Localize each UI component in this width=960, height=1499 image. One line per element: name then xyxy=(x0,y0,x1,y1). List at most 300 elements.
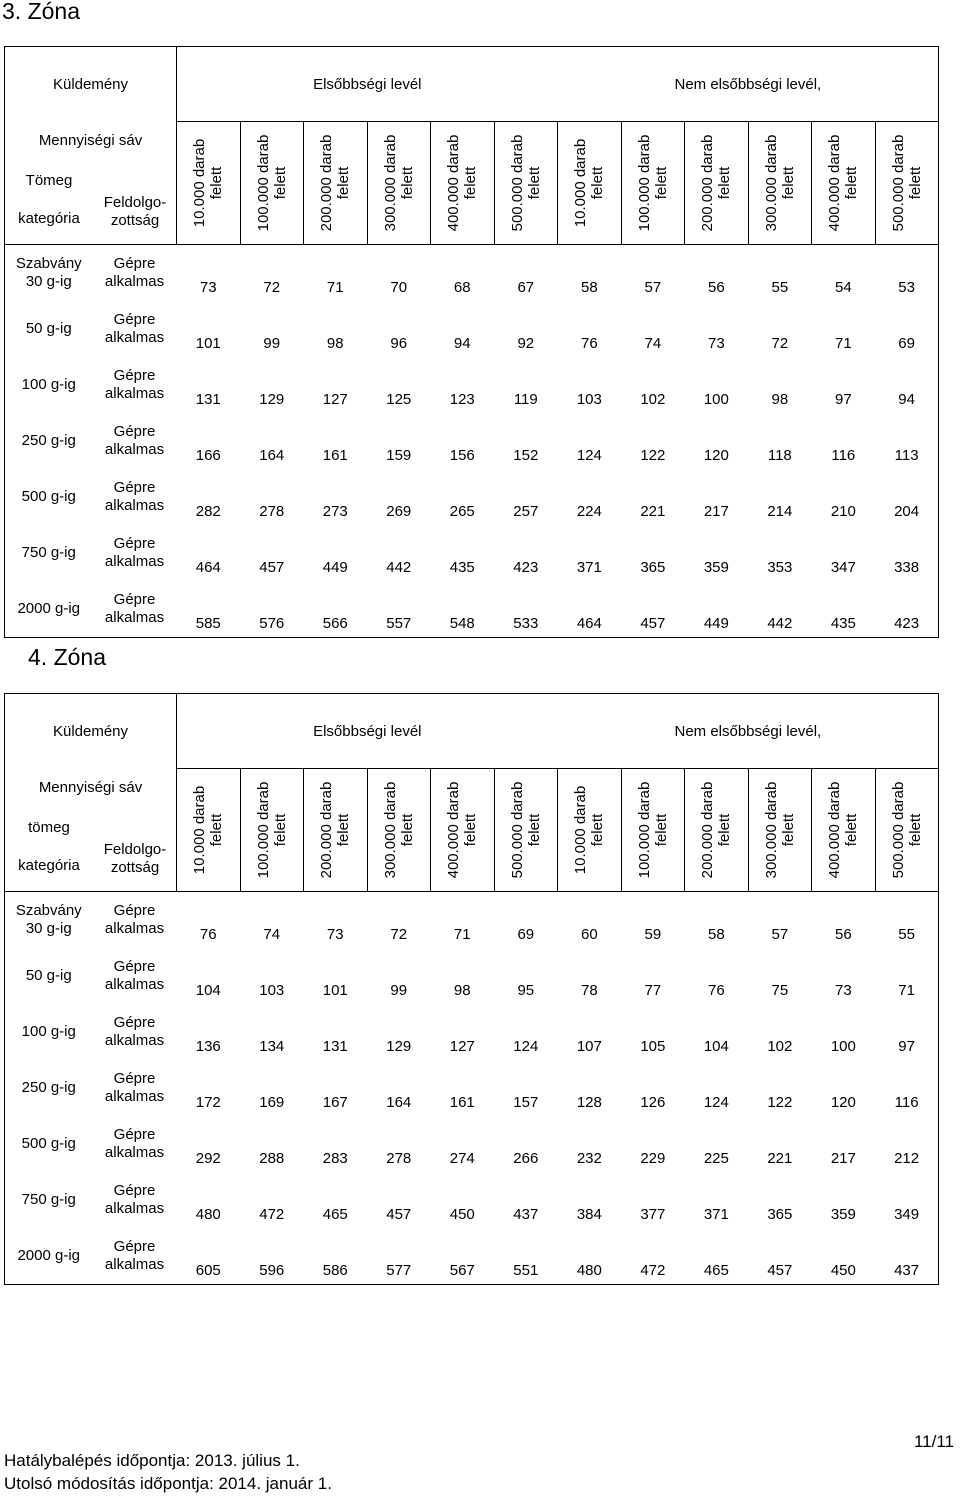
volume-suffix: felett xyxy=(398,813,416,847)
weight-text: 750 g-ig xyxy=(21,1191,76,1208)
table-row xyxy=(5,1060,939,1116)
price-cell: 359 xyxy=(830,1206,856,1223)
price-cell: 76 xyxy=(707,982,725,999)
processability-cell xyxy=(93,892,177,949)
processability-cell xyxy=(93,245,177,302)
price-cell: 605 xyxy=(177,1228,241,1285)
weight-text: 50 g-ig xyxy=(25,967,72,984)
weight-cell xyxy=(5,1172,93,1228)
price-cell: 71 xyxy=(453,926,471,943)
price-cell: 72 xyxy=(390,926,408,943)
price-cell: 338 xyxy=(875,525,939,581)
price-cell: 102 xyxy=(767,1038,793,1055)
volume-suffix: felett xyxy=(779,166,797,200)
price-cell: 97 xyxy=(875,1004,939,1060)
price-cell: 122 xyxy=(640,447,666,464)
volume-column-header xyxy=(494,769,558,892)
price-cell: 449 xyxy=(685,581,749,638)
price-cell: 384 xyxy=(576,1206,602,1223)
weight-text: 2000 g-ig xyxy=(17,600,81,617)
volume-column-header xyxy=(304,122,368,245)
shipment-label: Küldemény xyxy=(52,75,129,93)
price-cell: 74 xyxy=(644,335,662,352)
price-cell: 349 xyxy=(875,1172,939,1228)
price-cell: 99 xyxy=(390,982,408,999)
volume-threshold: 10.000 darab xyxy=(572,138,590,228)
price-cell: 69 xyxy=(517,926,535,943)
weight-text: 30 g-ig xyxy=(25,920,72,937)
price-cell: 465 xyxy=(322,1206,348,1223)
volume-suffix: felett xyxy=(843,166,861,200)
price-cell: 353 xyxy=(767,559,793,576)
weight-text: Szabvány xyxy=(15,255,82,272)
price-cell: 136 xyxy=(195,1038,221,1055)
price-cell: 464 xyxy=(558,581,622,638)
price-cell: 107 xyxy=(576,1038,602,1055)
price-cell: 100 xyxy=(703,391,729,408)
processability-cell xyxy=(93,1060,177,1116)
weight-category-label xyxy=(5,172,93,228)
volume-threshold: 200.000 darab xyxy=(699,134,717,232)
price-cell: 225 xyxy=(703,1150,729,1167)
price-cell: 464 xyxy=(195,559,221,576)
price-cell: 124 xyxy=(513,1038,539,1055)
price-cell: 120 xyxy=(830,1094,856,1111)
processability-text: Gépre xyxy=(113,1238,156,1255)
price-cell: 76 xyxy=(580,335,598,352)
volume-column-header xyxy=(240,122,304,245)
processability-cell xyxy=(93,357,177,413)
volume-suffix: felett xyxy=(208,813,226,847)
price-cell: 56 xyxy=(707,279,725,296)
price-cell: 161 xyxy=(449,1094,475,1111)
price-cell: 96 xyxy=(390,335,408,352)
price-cell: 95 xyxy=(517,982,535,999)
volume-band-label: Mennyiségi sáv xyxy=(38,131,143,149)
price-cell: 124 xyxy=(576,447,602,464)
weight-text: 250 g-ig xyxy=(21,432,76,449)
price-cell: 99 xyxy=(263,335,281,352)
price-cell: 72 xyxy=(771,335,789,352)
table-row xyxy=(5,581,939,638)
processability-label xyxy=(93,841,177,877)
price-cell: 58 xyxy=(707,926,725,943)
price-cell: 118 xyxy=(767,447,792,464)
price-cell: 125 xyxy=(386,391,412,408)
weight-text: 100 g-ig xyxy=(21,376,76,393)
priority-letter-label: Elsőbbségi levél xyxy=(313,75,422,93)
processability-text: Gépre xyxy=(113,535,156,552)
processability-text: Gépre xyxy=(113,958,156,975)
price-cell: 104 xyxy=(703,1038,729,1055)
table-row xyxy=(5,892,939,949)
processability-cell xyxy=(93,1172,177,1228)
price-cell: 71 xyxy=(834,335,852,352)
price-cell: 288 xyxy=(259,1150,285,1167)
processability-cell xyxy=(93,1004,177,1060)
processability-text: alkalmas xyxy=(104,609,165,626)
price-cell: 164 xyxy=(259,447,285,464)
price-cell: 480 xyxy=(195,1206,221,1223)
price-cell: 76 xyxy=(199,926,217,943)
weight-cell xyxy=(5,469,93,525)
shipment-header xyxy=(5,47,177,122)
price-cell: 551 xyxy=(494,1228,558,1285)
processability-text: alkalmas xyxy=(104,1256,165,1273)
volume-threshold: 300.000 darab xyxy=(381,134,399,232)
price-cell: 127 xyxy=(449,1038,475,1055)
weight-cell xyxy=(5,948,93,1004)
price-cell: 232 xyxy=(576,1150,602,1167)
processability-text: alkalmas xyxy=(104,497,165,514)
processability-text: Gépre xyxy=(113,311,156,328)
volume-suffix: felett xyxy=(398,166,416,200)
volume-threshold: 300.000 darab xyxy=(381,781,399,879)
price-cell: 128 xyxy=(576,1094,602,1111)
shipment-label: Küldemény xyxy=(52,722,129,740)
volume-suffix: felett xyxy=(906,813,924,847)
zone-4-price-table xyxy=(4,693,939,1285)
volume-suffix: felett xyxy=(716,166,734,200)
category-label: kategória xyxy=(18,856,80,874)
price-cell: 97 xyxy=(834,391,852,408)
processability-text: Gépre xyxy=(113,367,156,384)
weight-cell xyxy=(5,892,93,949)
volume-suffix: felett xyxy=(589,166,607,200)
processability-cell xyxy=(93,301,177,357)
weight-label: Tömeg xyxy=(25,171,73,189)
non-priority-letter-header xyxy=(558,47,939,122)
price-cell: 152 xyxy=(513,447,539,464)
weight-cell xyxy=(5,245,93,302)
volume-column-header xyxy=(558,769,622,892)
volume-column-header xyxy=(177,122,241,245)
volume-suffix: felett xyxy=(335,813,353,847)
price-cell: 472 xyxy=(621,1228,685,1285)
processability-text: alkalmas xyxy=(104,920,165,937)
price-cell: 577 xyxy=(367,1228,431,1285)
volume-threshold: 500.000 darab xyxy=(889,134,907,232)
price-cell: 92 xyxy=(517,335,535,352)
weight-text: 50 g-ig xyxy=(25,320,72,337)
weight-cell xyxy=(5,581,93,638)
volume-threshold: 200.000 darab xyxy=(318,781,336,879)
price-cell: 94 xyxy=(875,357,939,413)
processability-text: Gépre xyxy=(113,1182,156,1199)
volume-column-header xyxy=(304,769,368,892)
weight-text: 750 g-ig xyxy=(21,544,76,561)
weight-cell xyxy=(5,357,93,413)
processability-cell xyxy=(93,413,177,469)
volume-column-header xyxy=(177,769,241,892)
volume-suffix: felett xyxy=(716,813,734,847)
weight-text: 2000 g-ig xyxy=(17,1247,81,1264)
price-cell: 221 xyxy=(767,1150,793,1167)
price-cell: 54 xyxy=(834,279,852,296)
price-cell: 169 xyxy=(259,1094,285,1111)
price-cell: 68 xyxy=(453,279,471,296)
price-cell: 101 xyxy=(195,335,221,352)
processability-cell xyxy=(93,1116,177,1172)
table-row xyxy=(5,1172,939,1228)
price-cell: 359 xyxy=(703,559,729,576)
volume-column-header xyxy=(875,122,939,245)
processability-text: alkalmas xyxy=(104,273,165,290)
volume-suffix: felett xyxy=(843,813,861,847)
processability-text: Gépre xyxy=(113,1126,156,1143)
priority-letter-header xyxy=(177,694,558,769)
volume-column-header xyxy=(685,769,749,892)
volume-suffix: felett xyxy=(652,813,670,847)
processability-text: alkalmas xyxy=(104,1088,165,1105)
volume-threshold: 400.000 darab xyxy=(826,781,844,879)
price-cell: 167 xyxy=(322,1094,348,1111)
price-cell: 567 xyxy=(431,1228,495,1285)
processability-text: alkalmas xyxy=(104,441,165,458)
price-cell: 71 xyxy=(326,279,344,296)
zone-4-title: 4. Zóna xyxy=(28,644,106,670)
table-row xyxy=(5,1228,939,1285)
price-cell: 365 xyxy=(767,1206,793,1223)
processability-text: Gépre xyxy=(113,255,156,272)
volume-threshold: 500.000 darab xyxy=(889,781,907,879)
price-cell: 122 xyxy=(767,1094,793,1111)
volume-suffix: felett xyxy=(208,166,226,200)
volume-column-header xyxy=(621,122,685,245)
price-cell: 77 xyxy=(644,982,662,999)
priority-letter-header xyxy=(177,47,558,122)
processability-cell xyxy=(93,1228,177,1285)
processability-text: Gépre xyxy=(113,479,156,496)
volume-column-header xyxy=(558,122,622,245)
table-row xyxy=(5,948,939,1004)
volume-threshold: 100.000 darab xyxy=(635,781,653,879)
price-cell: 266 xyxy=(513,1150,539,1167)
price-cell: 131 xyxy=(195,391,221,408)
price-cell: 457 xyxy=(748,1228,812,1285)
volume-threshold: 400.000 darab xyxy=(445,134,463,232)
price-cell: 257 xyxy=(513,503,539,520)
price-cell: 586 xyxy=(304,1228,368,1285)
price-cell: 278 xyxy=(259,503,285,520)
price-cell: 53 xyxy=(875,245,939,302)
price-cell: 105 xyxy=(640,1038,666,1055)
price-cell: 98 xyxy=(326,335,344,352)
processability-label xyxy=(93,194,177,230)
price-cell: 457 xyxy=(259,559,285,576)
price-cell: 457 xyxy=(621,581,685,638)
effective-date-text: Hatálybalépés időpontja: 2013. július 1. xyxy=(4,1451,300,1470)
price-cell: 101 xyxy=(322,982,348,999)
price-cell: 102 xyxy=(640,391,666,408)
price-cell: 57 xyxy=(644,279,662,296)
price-cell: 282 xyxy=(195,503,221,520)
price-cell: 435 xyxy=(812,581,876,638)
processability-text: Gépre xyxy=(113,902,156,919)
price-cell: 533 xyxy=(494,581,558,638)
price-cell: 94 xyxy=(453,335,471,352)
price-cell: 73 xyxy=(834,982,852,999)
price-cell: 423 xyxy=(875,581,939,638)
processability-line-2: zottság xyxy=(110,858,160,876)
price-cell: 269 xyxy=(386,503,412,520)
volume-suffix: felett xyxy=(462,813,480,847)
volume-column-header xyxy=(812,122,876,245)
volume-column-header xyxy=(367,122,431,245)
price-cell: 457 xyxy=(386,1206,412,1223)
price-cell: 292 xyxy=(195,1150,221,1167)
volume-threshold: 400.000 darab xyxy=(826,134,844,232)
processability-cell xyxy=(93,469,177,525)
volume-band-label: Mennyiségi sáv xyxy=(38,778,143,796)
price-cell: 265 xyxy=(449,503,475,520)
price-cell: 70 xyxy=(390,279,408,296)
volume-suffix: felett xyxy=(652,166,670,200)
price-cell: 423 xyxy=(513,559,539,576)
processability-cell xyxy=(93,525,177,581)
price-cell: 98 xyxy=(453,982,471,999)
price-cell: 566 xyxy=(304,581,368,638)
volume-threshold: 500.000 darab xyxy=(508,134,526,232)
category-header xyxy=(5,122,177,245)
volume-column-header xyxy=(240,769,304,892)
price-cell: 164 xyxy=(386,1094,412,1111)
weight-text: 250 g-ig xyxy=(21,1079,76,1096)
price-cell: 221 xyxy=(640,503,666,520)
price-cell: 156 xyxy=(449,447,475,464)
weight-cell xyxy=(5,413,93,469)
price-cell: 449 xyxy=(322,559,348,576)
price-cell: 123 xyxy=(449,391,475,408)
price-cell: 120 xyxy=(703,447,729,464)
price-cell: 229 xyxy=(640,1150,666,1167)
price-cell: 74 xyxy=(263,926,281,943)
processability-text: Gépre xyxy=(113,423,156,440)
price-cell: 159 xyxy=(386,447,412,464)
table-row xyxy=(5,245,939,302)
price-cell: 78 xyxy=(580,982,598,999)
price-cell: 126 xyxy=(640,1094,666,1111)
price-cell: 104 xyxy=(195,982,221,999)
price-cell: 60 xyxy=(580,926,598,943)
weight-text: Szabvány xyxy=(15,902,82,919)
price-cell: 58 xyxy=(580,279,598,296)
weight-text: 500 g-ig xyxy=(21,488,76,505)
volume-threshold: 300.000 darab xyxy=(762,781,780,879)
weight-cell xyxy=(5,1116,93,1172)
volume-suffix: felett xyxy=(589,813,607,847)
price-cell: 116 xyxy=(875,1060,939,1116)
volume-suffix: felett xyxy=(335,166,353,200)
volume-threshold: 200.000 darab xyxy=(318,134,336,232)
processability-cell xyxy=(93,581,177,638)
weight-text: 100 g-ig xyxy=(21,1023,76,1040)
non-priority-letter-label: Nem elsőbbségi levél, xyxy=(674,75,822,93)
price-cell: 278 xyxy=(386,1150,412,1167)
price-cell: 119 xyxy=(513,391,538,408)
processability-text: alkalmas xyxy=(104,329,165,346)
processability-cell xyxy=(93,948,177,1004)
volume-threshold: 100.000 darab xyxy=(254,781,272,879)
price-cell: 73 xyxy=(199,279,217,296)
price-cell: 450 xyxy=(812,1228,876,1285)
weight-text: 500 g-ig xyxy=(21,1135,76,1152)
category-label: kategória xyxy=(18,209,80,227)
volume-column-header xyxy=(812,769,876,892)
volume-column-header xyxy=(875,769,939,892)
volume-column-header xyxy=(494,122,558,245)
price-cell: 100 xyxy=(830,1038,856,1055)
processability-text: alkalmas xyxy=(104,1144,165,1161)
price-cell: 166 xyxy=(195,447,221,464)
price-cell: 55 xyxy=(771,279,789,296)
processability-text: alkalmas xyxy=(104,1200,165,1217)
price-cell: 371 xyxy=(703,1206,729,1223)
volume-column-header xyxy=(621,769,685,892)
table-row xyxy=(5,1004,939,1060)
price-cell: 585 xyxy=(177,581,241,638)
price-cell: 172 xyxy=(195,1094,221,1111)
volume-suffix: felett xyxy=(525,166,543,200)
price-cell: 124 xyxy=(703,1094,729,1111)
volume-column-header xyxy=(748,122,812,245)
priority-letter-label: Elsőbbségi levél xyxy=(313,722,422,740)
page-number: 11/11 xyxy=(913,1432,954,1451)
price-cell: 371 xyxy=(576,559,602,576)
price-cell: 437 xyxy=(875,1228,939,1285)
table-row xyxy=(5,1116,939,1172)
price-cell: 557 xyxy=(367,581,431,638)
volume-column-header xyxy=(367,769,431,892)
price-cell: 576 xyxy=(240,581,304,638)
weight-label: tömeg xyxy=(28,818,70,836)
price-cell: 59 xyxy=(644,926,662,943)
price-cell: 596 xyxy=(240,1228,304,1285)
weight-category-label xyxy=(5,819,93,875)
shipment-header xyxy=(5,694,177,769)
weight-cell xyxy=(5,1228,93,1285)
volume-column-header xyxy=(431,122,495,245)
price-cell: 273 xyxy=(322,503,348,520)
processability-text: alkalmas xyxy=(104,1032,165,1049)
processability-line-1: Feldolgo- xyxy=(103,840,167,858)
volume-suffix: felett xyxy=(462,166,480,200)
price-cell: 548 xyxy=(431,581,495,638)
price-cell: 217 xyxy=(703,503,729,520)
volume-suffix: felett xyxy=(271,166,289,200)
volume-column-header xyxy=(748,769,812,892)
price-cell: 224 xyxy=(576,503,602,520)
price-cell: 131 xyxy=(322,1038,348,1055)
price-cell: 103 xyxy=(576,391,602,408)
price-cell: 113 xyxy=(875,413,939,469)
price-cell: 157 xyxy=(513,1094,539,1111)
volume-column-header xyxy=(431,769,495,892)
price-cell: 75 xyxy=(771,982,789,999)
price-cell: 161 xyxy=(322,447,348,464)
processability-text: Gépre xyxy=(113,1070,156,1087)
volume-threshold: 10.000 darab xyxy=(572,785,590,875)
price-cell: 129 xyxy=(386,1038,412,1055)
price-cell: 73 xyxy=(326,926,344,943)
price-cell: 67 xyxy=(517,279,535,296)
processability-text: alkalmas xyxy=(104,553,165,570)
price-cell: 214 xyxy=(767,503,793,520)
price-cell: 57 xyxy=(771,926,789,943)
price-cell: 365 xyxy=(640,559,666,576)
price-cell: 212 xyxy=(875,1116,939,1172)
price-cell: 116 xyxy=(831,447,856,464)
